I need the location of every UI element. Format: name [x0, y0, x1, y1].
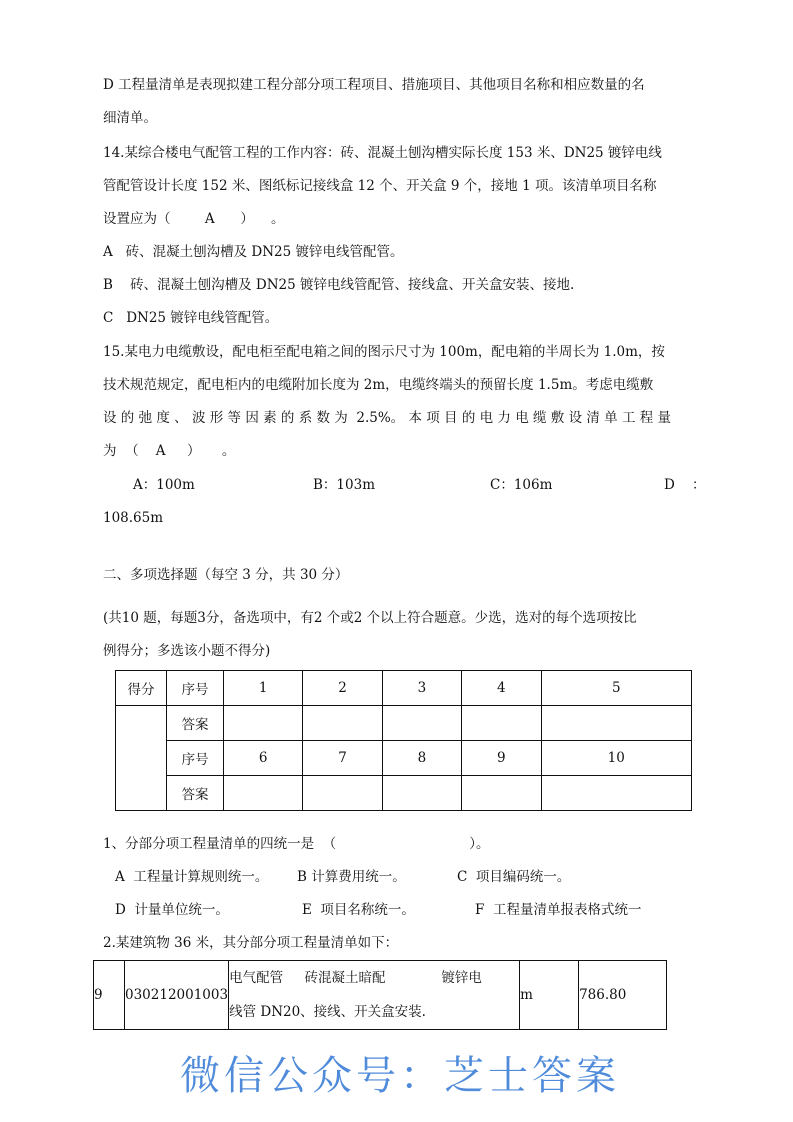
mc-option-c: C 项目编码统一。 — [457, 869, 571, 885]
answer-cell[interactable] — [382, 776, 461, 811]
answer-cell[interactable] — [303, 776, 382, 811]
score-cell[interactable] — [116, 706, 167, 811]
text-line: 例得分；多选该小题不得分) — [103, 643, 271, 659]
answer-cell[interactable] — [541, 706, 692, 741]
option-a: A 砖、混凝土刨沟槽及 DN25 镀锌电线管配管。 — [103, 244, 404, 260]
answer-cell[interactable] — [462, 706, 541, 741]
answer-table — [115, 670, 692, 811]
answer-cell[interactable] — [224, 776, 303, 811]
answer-cell[interactable] — [462, 776, 541, 811]
score-header: 得分 — [116, 671, 167, 706]
answer-cell[interactable] — [224, 706, 303, 741]
description-line: 线管 DN20、接线、开关盒安装. — [229, 1004, 426, 1020]
text-line: 技术规范规定，配电柜内的电缆附加长度为 2m，电缆终端头的预留长度 1.5m。考虑电缆敷 — [103, 377, 654, 393]
text-line: 为 （ A ） 。 — [103, 443, 236, 459]
q15-option-c: C：106m — [490, 477, 553, 493]
answer-header: 答案 — [167, 706, 224, 741]
text-line: 细清单。 — [103, 110, 157, 126]
text-line: 管配管设计长度 152 米、图纸标记接线盒 12 个、开关盒 9 个，接地 1 项。该清单项目名称 — [103, 178, 657, 194]
q15-option-d-value: 108.65m — [103, 510, 164, 526]
answer-cell[interactable] — [382, 706, 461, 741]
mc-option-d: D 计量单位统一。 — [115, 902, 229, 918]
mc-question-2: 2.某建筑物 36 米，其分部分项工程量清单如下： — [103, 935, 399, 951]
answer-cell[interactable] — [303, 706, 382, 741]
q15-option-a: A：100m — [133, 477, 195, 493]
question-15: 15.某电力电缆敷设，配电柜至配电箱之间的图示尺寸为 100m，配电箱的半周长为 1.0m，按 — [103, 344, 665, 360]
text-line: D 工程量清单是表现拟建工程分部分项工程项目、措施项目、其他项目名称和相应数量的名 — [103, 77, 645, 93]
text-line: 设置应为（ A ） 。 — [103, 211, 285, 227]
description-line: 电气配管 砖混凝土暗配 镀锌电 — [229, 970, 482, 986]
mc-option-e: E 项目名称统一。 — [302, 902, 415, 918]
bill-of-quantities-table — [93, 960, 667, 1030]
item-description — [229, 961, 520, 1030]
mc-option-f: F 工程量清单报表格式统一 — [475, 902, 642, 918]
q15-option-b: B：103m — [313, 477, 375, 493]
seq-cell: 2 — [303, 671, 382, 706]
seq-cell: 3 — [382, 671, 461, 706]
seq-header: 序号 — [167, 741, 224, 776]
seq-cell: 8 — [382, 741, 461, 776]
text-line: 设 的 弛 度 、 波 形 等 因 素 的 系 数 为 2.5%。 本 项 目 的 电 力 电 缆 敷 设 清 单 工 程 量 — [103, 410, 672, 426]
option-c: C DN25 镀锌电线管配管。 — [103, 310, 279, 326]
seq-cell: 6 — [224, 741, 303, 776]
seq-cell: 9 — [462, 741, 541, 776]
seq-cell: 1 — [224, 671, 303, 706]
section-heading: 二、多项选择题（每空 3 分，共 30 分） — [103, 567, 349, 583]
item-code: 030212001003 — [125, 961, 229, 1030]
seq-cell: 10 — [541, 741, 692, 776]
section-instructions: (共10 题，每题3分，备选项中，有2 个或2 个以上符合题意。少选，选对的每个选项按比 — [103, 610, 637, 626]
q15-option-d: D ： — [664, 477, 706, 493]
question-14: 14.某综合楼电气配管工程的工作内容：砖、混凝土刨沟槽实际长度 153 米、DN25 镀锌电线 — [103, 145, 662, 161]
item-unit: m — [520, 961, 579, 1030]
item-number: 9 — [94, 961, 125, 1030]
seq-cell: 7 — [303, 741, 382, 776]
seq-cell: 5 — [541, 671, 692, 706]
seq-cell: 4 — [462, 671, 541, 706]
mc-question-1: 1、分部分项工程量清单的四统一是 （ ）。 — [103, 836, 490, 852]
item-quantity: 786.80 — [579, 961, 667, 1030]
answer-header: 答案 — [167, 776, 224, 811]
seq-header: 序号 — [167, 671, 224, 706]
option-b: B 砖、混凝土刨沟槽及 DN25 镀锌电线管配管、接线盒、开关盒安装、接地. — [103, 277, 575, 293]
mc-option-a: A 工程量计算规则统一。 — [115, 869, 269, 885]
answer-cell[interactable] — [541, 776, 692, 811]
table-row — [94, 961, 667, 1030]
mc-option-b: B 计算费用统一。 — [297, 869, 406, 885]
watermark: 微信公众号：芝士答案 — [180, 1053, 620, 1099]
